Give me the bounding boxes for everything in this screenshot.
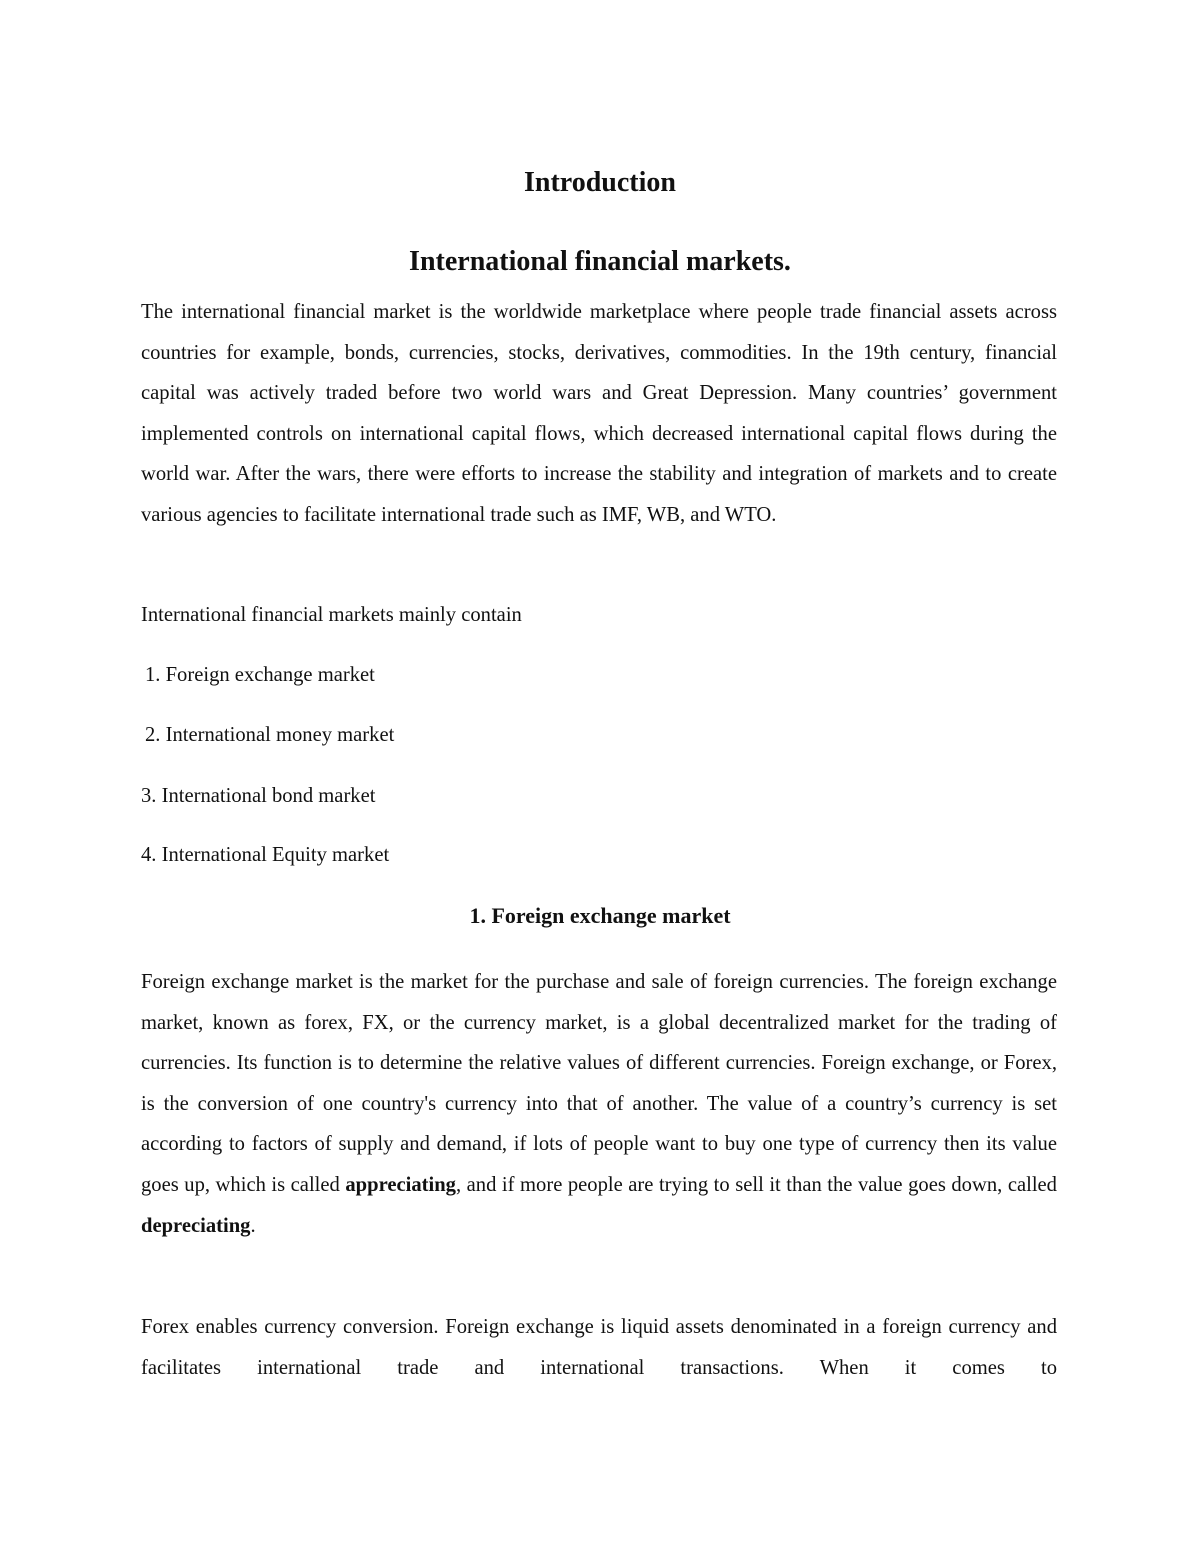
list-item: 1. Foreign exchange market <box>145 664 375 686</box>
page-title: Introduction <box>524 167 676 198</box>
list-item: 4. International Equity market <box>141 844 390 866</box>
list-item: 2. International money market <box>145 724 395 746</box>
section-heading: 1. Foreign exchange market <box>469 903 731 928</box>
intro-paragraph: The international financial market is the worldwide marketplace where people trade financial assets across countries for example, bonds, currencies, stocks, derivatives, commodities. In the 19th century, financial capital was actively traded before two world wars and Great Depression. Many countries’ government implemented controls on international capital flows, which decreased international capital flows during the world war. After the wars, there were efforts to increase the stability and integration of markets and to create various agencies to facilitate international trade such as IMF, WB, and WTO. <box>141 301 1057 526</box>
forex-paragraph <box>141 962 1057 1246</box>
bold-term-depreciating: depreciating <box>141 1214 251 1237</box>
forex-paragraph-text: . <box>250 1214 256 1237</box>
page-subtitle: International financial markets. <box>409 246 791 277</box>
forex-paragraph-text: Foreign exchange market is the market for the purchase and sale of foreign currencies. The foreign exchange market, known as forex, FX, or the currency market, is a global decentralized market for the trading of currencies. Its function is to determine the relative values of different currencies. Foreign exchange, or Forex, is the conversion of one country's currency into that of another. The value of a country’s currency is set according to factors of supply and demand, if lots of people want to buy one type of currency then its value goes up, which is called <box>141 971 1057 1196</box>
bold-term-appreciating: appreciating <box>345 1173 456 1196</box>
forex-conversion-paragraph: Forex enables currency conversion. Foreign exchange is liquid assets denominated in a foreign currency and facilitates international trade and international transactions. When it comes to <box>141 1316 1057 1379</box>
forex-paragraph-text: , and if more people are trying to sell it than the value goes down, called <box>455 1173 1057 1196</box>
list-intro: International financial markets mainly contain <box>141 604 522 626</box>
list-item: 3. International bond market <box>141 785 376 807</box>
